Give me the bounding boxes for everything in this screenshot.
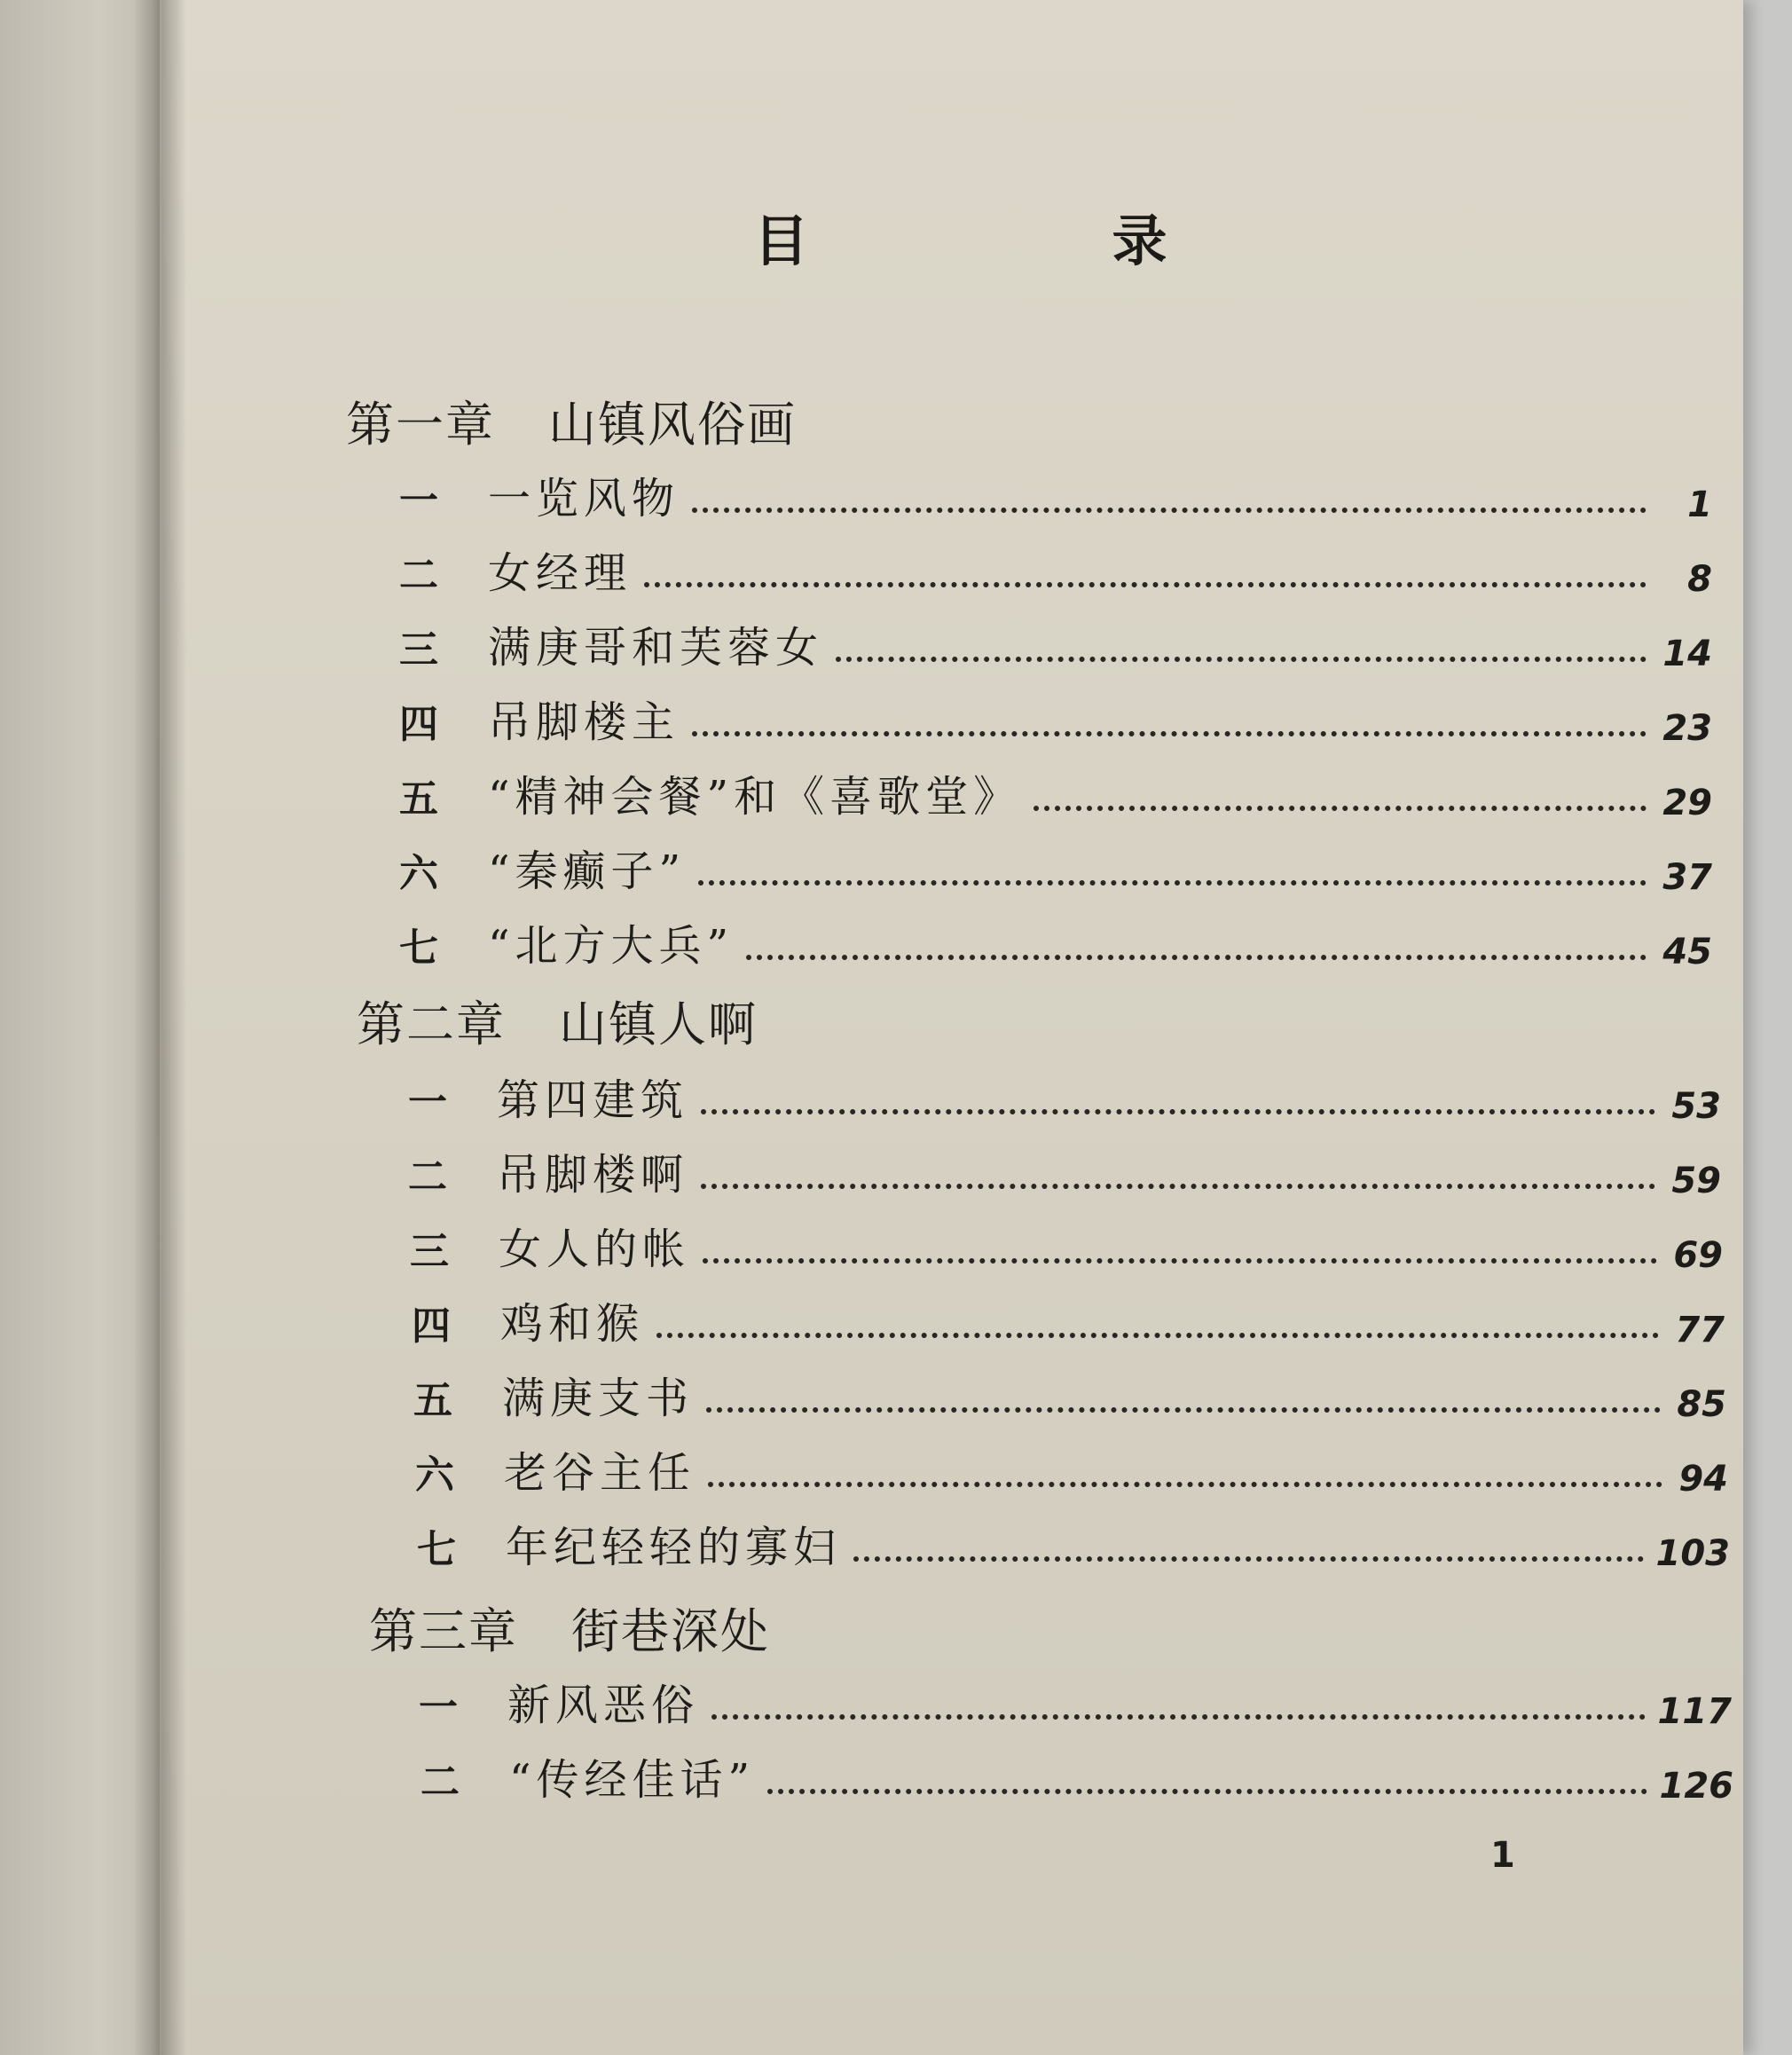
page-number: 126 bbox=[1659, 1766, 1733, 1807]
toc-entry[interactable] bbox=[420, 1744, 1733, 1807]
section-title: 鸡和猴 bbox=[500, 1299, 645, 1349]
toc-entry[interactable] bbox=[399, 612, 1712, 674]
page-number: 53 bbox=[1671, 1086, 1721, 1127]
dot-leader bbox=[853, 1555, 1643, 1562]
toc-entry[interactable] bbox=[399, 538, 1712, 600]
section-title: “精神会餐”和《喜歌堂》 bbox=[488, 772, 1022, 822]
chapter-title: 山镇人啊 bbox=[559, 996, 758, 1052]
section-number: 一 bbox=[419, 1685, 458, 1730]
section-title: “秦癫子” bbox=[488, 846, 687, 896]
dot-leader bbox=[767, 1788, 1647, 1794]
chapter-label: 第一章 bbox=[346, 397, 495, 453]
dot-leader bbox=[701, 1183, 1655, 1189]
page-number: 29 bbox=[1662, 783, 1712, 823]
section-number: 七 bbox=[417, 1527, 456, 1572]
section-title: “北方大兵” bbox=[488, 921, 735, 971]
dot-leader bbox=[746, 954, 1647, 960]
section-number: 三 bbox=[399, 627, 438, 673]
section-title: 吊脚楼主 bbox=[488, 697, 680, 747]
section-title: 新风恶俗 bbox=[507, 1681, 700, 1730]
section-title: 年纪轻轻的寡妇 bbox=[506, 1523, 842, 1572]
gutter-shadow bbox=[133, 0, 186, 2055]
toc-entry[interactable] bbox=[399, 687, 1712, 749]
page-number: 117 bbox=[1657, 1691, 1732, 1732]
dot-leader bbox=[698, 879, 1647, 886]
toc-entry[interactable] bbox=[419, 1670, 1732, 1732]
toc-entry[interactable] bbox=[410, 1214, 1723, 1276]
page-number: 1 bbox=[1687, 484, 1712, 525]
toc-title: 目 录 bbox=[753, 209, 1292, 273]
chapter-title: 山镇风俗画 bbox=[548, 397, 797, 453]
toc-entry[interactable] bbox=[408, 1139, 1721, 1201]
section-number: 五 bbox=[399, 776, 438, 822]
toc-entry[interactable] bbox=[399, 463, 1712, 525]
section-number: 七 bbox=[399, 925, 438, 971]
section-title: 女经理 bbox=[488, 548, 633, 598]
section-title: 一览风物 bbox=[488, 474, 680, 524]
toc-entry[interactable] bbox=[412, 1288, 1725, 1350]
toc-entry[interactable] bbox=[417, 1512, 1730, 1574]
chapter-heading bbox=[369, 1594, 770, 1662]
section-number: 一 bbox=[408, 1080, 447, 1125]
book-page bbox=[160, 0, 1743, 2055]
section-title: 吊脚楼啊 bbox=[497, 1150, 689, 1200]
section-number: 二 bbox=[420, 1760, 460, 1805]
chapter-title: 街巷深处 bbox=[571, 1603, 770, 1659]
dot-leader bbox=[656, 1332, 1659, 1338]
folio-page-number: 1 bbox=[1490, 1835, 1515, 1876]
chapter-heading bbox=[357, 987, 758, 1055]
dot-leader bbox=[1034, 805, 1647, 811]
dot-leader bbox=[711, 1713, 1645, 1720]
section-number: 六 bbox=[415, 1453, 454, 1498]
section-number: 五 bbox=[413, 1378, 452, 1423]
toc-entry[interactable] bbox=[415, 1437, 1728, 1500]
dot-leader bbox=[706, 1406, 1661, 1413]
dot-leader bbox=[708, 1481, 1662, 1487]
page-number: 8 bbox=[1687, 559, 1712, 600]
toc-entry[interactable] bbox=[408, 1065, 1721, 1127]
section-number: 六 bbox=[399, 851, 438, 896]
section-number: 一 bbox=[399, 478, 438, 524]
section-title: 女人的帐 bbox=[499, 1224, 691, 1274]
section-number: 二 bbox=[399, 553, 438, 598]
section-title: 满庚哥和芙蓉女 bbox=[488, 623, 824, 673]
toc-entry[interactable] bbox=[399, 761, 1712, 823]
section-number: 四 bbox=[412, 1303, 451, 1349]
section-title: 老谷主任 bbox=[504, 1448, 696, 1498]
dot-leader bbox=[644, 581, 1647, 587]
chapter-label: 第二章 bbox=[357, 996, 506, 1052]
page-number: 77 bbox=[1675, 1310, 1725, 1350]
dot-leader bbox=[692, 507, 1647, 513]
section-number: 四 bbox=[399, 702, 438, 747]
section-title: “传经佳话” bbox=[509, 1755, 756, 1805]
toc-entry[interactable] bbox=[413, 1363, 1726, 1425]
page-number: 94 bbox=[1678, 1459, 1728, 1500]
table-of-contents bbox=[160, 0, 1743, 2055]
toc-entry[interactable] bbox=[399, 910, 1712, 972]
section-title: 第四建筑 bbox=[497, 1075, 689, 1125]
page-number: 85 bbox=[1677, 1384, 1726, 1425]
dot-leader bbox=[701, 1108, 1655, 1114]
toc-entry[interactable] bbox=[399, 836, 1712, 898]
page-number: 45 bbox=[1662, 932, 1712, 972]
dot-leader bbox=[692, 730, 1647, 736]
page-number: 103 bbox=[1655, 1533, 1730, 1574]
page-number: 23 bbox=[1662, 708, 1712, 749]
chapter-heading bbox=[346, 387, 797, 455]
section-number: 三 bbox=[410, 1229, 449, 1274]
page-number: 37 bbox=[1662, 857, 1712, 898]
section-title: 满庚支书 bbox=[502, 1374, 695, 1423]
dot-leader bbox=[703, 1257, 1657, 1264]
chapter-label: 第三章 bbox=[369, 1603, 518, 1659]
page-number: 69 bbox=[1673, 1235, 1723, 1276]
dot-leader bbox=[836, 656, 1647, 662]
page-number: 14 bbox=[1662, 634, 1712, 674]
background-surface bbox=[1743, 0, 1792, 2055]
page-number: 59 bbox=[1671, 1161, 1721, 1201]
section-number: 二 bbox=[408, 1154, 447, 1200]
